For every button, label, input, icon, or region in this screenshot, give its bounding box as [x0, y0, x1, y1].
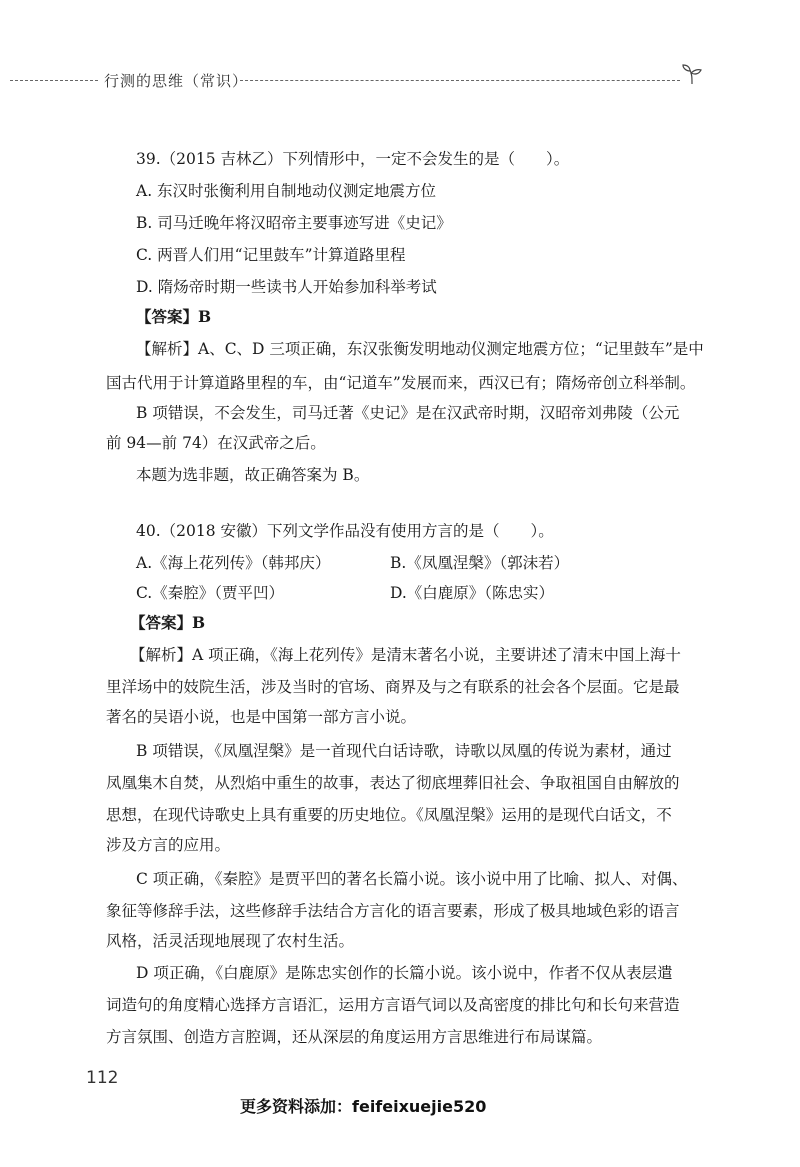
q39-answer: 【答案】B: [136, 307, 212, 326]
header-title: 行测的思维（常识）: [104, 72, 249, 90]
header-rule-right: [240, 80, 680, 81]
q40-analysis-line: 【解析】A 项正确，《海上花列传》是清末著名小说，主要讲述了清末中国上海十: [130, 646, 681, 664]
q40-stem: 40.（2018 安徽）下列文学作品没有使用方言的是（ ）。: [136, 522, 554, 540]
q40-analysis-line: 词造句的角度精心选择方言语汇，运用方言语气词以及高密度的排比句和长句来营造: [106, 996, 680, 1014]
q40-option-d: D.《白鹿原》（陈忠实）: [390, 584, 555, 602]
q39-stem: 39.（2015 吉林乙）下列情形中，一定不会发生的是（ ）。: [136, 150, 570, 168]
q40-analysis-line: 凤凰集木自焚，从烈焰中重生的故事，表达了彻底埋葬旧社会、争取祖国自由解放的: [106, 774, 680, 792]
q39-analysis-line: 国古代用于计算道路里程的车，由“记道车”发展而来，西汉已有；隋炀帝创立科举制。: [106, 374, 696, 392]
q40-analysis-line: D 项正确，《白鹿原》是陈忠实创作的长篇小说。该小说中，作者不仅从表层遣: [136, 964, 673, 982]
q39-analysis-line: 【解析】A、C、D 三项正确，东汉张衡发明地动仪测定地震方位；“记里鼓车”是中: [136, 340, 704, 358]
footer-promo: 更多资料添加：feifeixuejie520: [240, 1097, 487, 1116]
q39-option-d: D. 隋炀帝时期一些读书人开始参加科举考试: [136, 278, 437, 296]
sprout-icon: [680, 62, 704, 86]
q40-analysis-line: 著名的吴语小说，也是中国第一部方言小说。: [106, 708, 417, 726]
q40-analysis-line: B 项错误，《凤凰涅槃》是一首现代白话诗歌，诗歌以凤凰的传说为素材，通过: [136, 742, 672, 760]
q40-analysis-line: 方言氛围、创造方言腔调，还从深层的角度运用方言思维进行布局谋篇。: [106, 1028, 603, 1046]
header-rule-left: [10, 80, 98, 81]
q40-analysis-line: 风格，活灵活现地展现了农村生活。: [106, 932, 355, 950]
page-number: 112: [86, 1068, 119, 1088]
running-header: [0, 62, 800, 98]
q39-analysis-line: 前 94—前 74）在汉武帝之后。: [106, 434, 326, 452]
q40-option-c: C.《秦腔》（贾平凹）: [136, 584, 284, 602]
q39-option-c: C. 两晋人们用“记里鼓车”计算道路里程: [136, 246, 406, 264]
q39-option-b: B. 司马迁晚年将汉昭帝主要事迹写进《史记》: [136, 214, 452, 232]
q40-analysis-line: 里洋场中的妓院生活，涉及当时的官场、商界及与之有联系的社会各个层面。它是最: [106, 678, 680, 696]
q39-analysis-line: B 项错误，不会发生，司马迁著《史记》是在汉武帝时期，汉昭帝刘弗陵（公元: [136, 404, 680, 422]
q40-analysis-line: 象征等修辞手法，这些修辞手法结合方言化的语言要素，形成了极具地域色彩的语言: [106, 902, 680, 920]
q40-analysis-line: 思想，在现代诗歌史上具有重要的历史地位。《凤凰涅槃》运用的是现代白话文，不: [106, 806, 672, 824]
q39-option-a: A. 东汉时张衡利用自制地动仪测定地震方位: [136, 182, 437, 200]
q40-analysis-line: C 项正确，《秦腔》是贾平凹的著名长篇小说。该小说中用了比喻、拟人、对偶、: [136, 870, 688, 888]
q40-option-b: B.《凤凰涅槃》（郭沫若）: [390, 554, 570, 572]
q39-analysis-line: 本题为选非题，故正确答案为 B。: [136, 466, 370, 484]
q40-analysis-line: 涉及方言的应用。: [106, 836, 231, 854]
q40-option-a: A.《海上花列传》（韩邦庆）: [136, 554, 331, 572]
q40-answer: 【答案】B: [130, 613, 206, 632]
